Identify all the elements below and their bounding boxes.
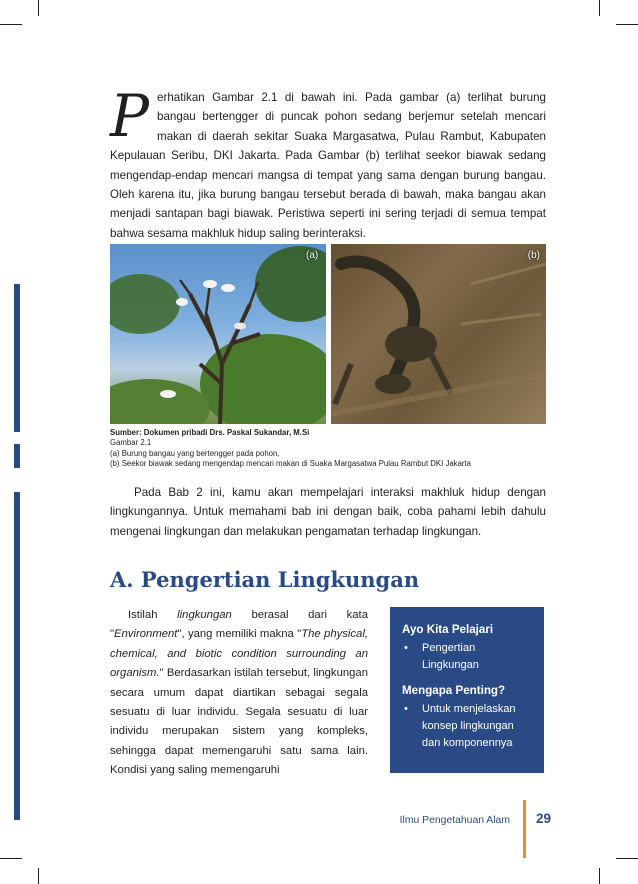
figure-title: Gambar 2.1 [110, 438, 152, 448]
footer-subject: Ilmu Pengetahuan Alam [399, 815, 510, 826]
figure-source: Sumber: Dokumen pribadi Drs. Paskal Sukandar, M.Si [110, 428, 310, 437]
body-text-part: ", yang memiliki makna " [177, 628, 302, 641]
sidebox-list-learn [402, 640, 532, 674]
body-text-part: Istilah [128, 609, 178, 621]
sidebox-heading-learn: Ayo Kita Pelajari [402, 623, 494, 636]
list-item: • Pengertian Lingkungan [402, 640, 532, 674]
intro-paragraph [110, 82, 546, 243]
sidebox-list-why [402, 701, 532, 752]
figure-caption-b: (b) Seekor biawak sedang mengendap mencari makan di Suaka Margasatwa Pulau Rambut DKI Jakarta [110, 458, 472, 468]
list-item: • Untuk menjelaskan konsep lingkungan dan komponennya [402, 701, 532, 752]
body-text-part: " Berdasarkan istilah tersebut, lingkungan secara umum dapat diartikan sebagai segala sesuatu di luar individu. Segala sesuatu di luar individu merupakan sistem yang kompleks, sehingga dapat memengaruhi satu sama lain. Kondisi yang saling memengaruhi [110, 667, 368, 777]
crop-mark [38, 868, 39, 884]
chapter-intro-paragraph: Pada Bab 2 ini, kamu akan mempelajari interaksi makhluk hidup dengan lingkungannya. Untuk memahami bab ini dengan baik, coba pahami lebih dahulu mengenai lingkungan dan melakukan pengamatan terhadap lingkungan. [110, 486, 546, 538]
photo-label-a: (a) [306, 250, 319, 261]
crop-mark [0, 858, 22, 859]
crop-mark [38, 0, 39, 16]
section-body-text [110, 606, 368, 781]
drop-cap: P [110, 82, 150, 150]
intro-text: erhatikan Gambar 2.1 di bawah ini. Pada gambar (a) terlihat burung bangau bertengger di puncak pohon sedang berjemur setelah mencari makan di daerah sekitar Suaka Margasatwa, Pulau Rambut, Kabupaten Kepulauan Seribu, DKI Jakarta. Pada Gambar (b) terlihat seekor biawak sedang mengendap-endap mencari mangsa di tempat yang sama dengan burung bangau. Oleh karena itu, jika burung bangau tersebut berada di bawah, maka bangau akan menjadi santapan bagi biawak. Peristiwa seperti ini sering terjadi di semua tempat bahwa sesama makhluk hidup saling berinteraksi. [110, 91, 546, 240]
page-number: 29 [536, 811, 552, 826]
page-spine-bar [14, 284, 20, 432]
sidebox-heading-why: Mengapa Penting? [402, 684, 506, 697]
figure-caption-a: (a) Burung bangau yang bertengger pada pohon, [110, 448, 280, 458]
photo-label-b: (b) [527, 250, 540, 261]
heron-tree-illustration [110, 244, 326, 424]
section-title: A. Pengertian Lingkungan [110, 567, 420, 592]
figure-caption [110, 428, 550, 469]
crop-mark [0, 24, 22, 25]
page-spine-bar [14, 492, 20, 820]
crop-mark [616, 24, 638, 25]
crop-mark [599, 868, 600, 884]
crop-mark [599, 0, 600, 16]
monitor-lizard-illustration [331, 244, 546, 424]
photo-herons-in-tree [110, 244, 326, 424]
body-text-emphasis: The physical, chemical, and biotic condition surrounding an organism. [110, 628, 368, 680]
learning-objectives-box [390, 607, 544, 773]
footer-divider [523, 800, 526, 858]
crop-mark [616, 858, 638, 859]
body-text-part: berasal dari kata " [110, 609, 368, 641]
body-text-emphasis: Environment [114, 628, 178, 641]
photo-monitor-lizard [331, 244, 546, 424]
page-spine-bar [14, 444, 20, 468]
figure-photos [110, 244, 546, 424]
body-text-emphasis: lingkungan [177, 609, 232, 621]
